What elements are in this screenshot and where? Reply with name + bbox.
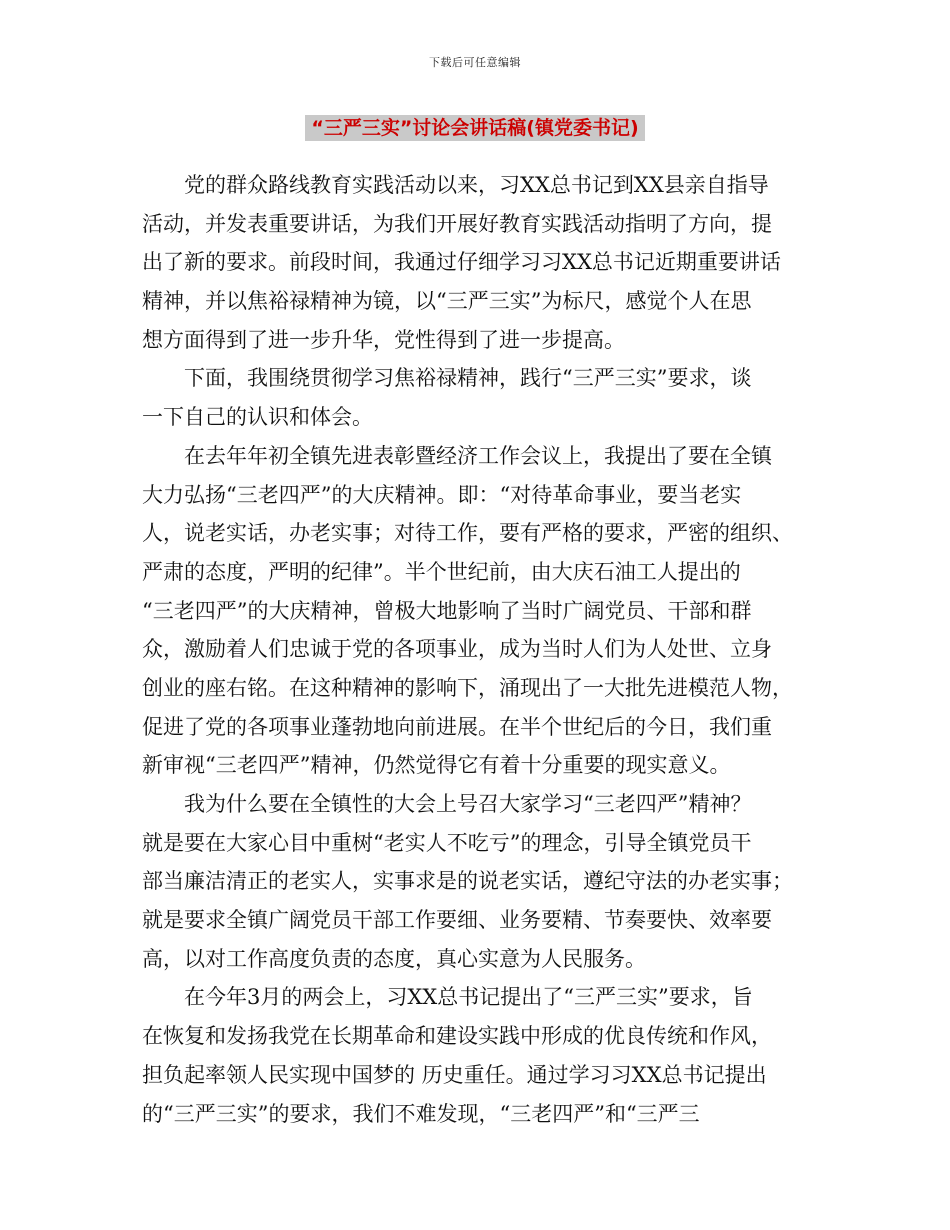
body-line: 在恢复和发扬我党在长期革命和建设实践中形成的优良传统和作风， bbox=[142, 1024, 772, 1049]
body-line: 就是要求全镇广阔党员干部工作要细、业务要精、节奏要快、效率要 bbox=[142, 908, 772, 933]
body-line: 严肃的态度，严明的纪律”。半个世纪前，由大庆石油工人提出的 bbox=[142, 559, 741, 584]
document-body bbox=[142, 166, 802, 1133]
page-header-note: 下载后可任意编辑 bbox=[429, 56, 521, 69]
body-line: 的“三严三实”的要求，我们不难发现，“三老四严”和“三严三 bbox=[142, 1101, 700, 1126]
body-line: 部当廉洁清正的老实人，实事求是的说老实话，遵纪守法的办老实事； bbox=[142, 869, 793, 894]
body-line: “三老四严”的大庆精神，曾极大地影响了当时广阔党员、干部和群 bbox=[142, 598, 752, 623]
body-line: 众，激励着人们忠诚于党的各项事业，成为当时人们为人处世、立身 bbox=[142, 637, 772, 662]
body-line: 新审视“三老四严”精神，仍然觉得它有着十分重要的现实意义。 bbox=[142, 753, 731, 778]
body-line: 高，以对工作高度负责的态度，真心实意为人民服务。 bbox=[142, 946, 646, 971]
document-title: “三严三实”讨论会讲话稿(镇党委书记) bbox=[305, 115, 644, 141]
body-line: 促进了党的各项事业蓬勃地向前进展。在半个世纪后的今日，我们重 bbox=[142, 714, 772, 739]
body-line: 出了新的要求。前段时间，我通过仔细学习习XX总书记近期重要讲话 bbox=[142, 250, 781, 275]
body-line: 就是要在大家心目中重树“老实人不吃亏”的理念，引导全镇党员干 bbox=[142, 830, 752, 855]
body-line: 想方面得到了进一步升华，党性得到了进一步提高。 bbox=[142, 327, 625, 352]
body-line: 活动，并发表重要讲话，为我们开展好教育实践活动指明了方向，提 bbox=[142, 211, 772, 236]
body-line: 一下自己的认识和体会。 bbox=[142, 405, 373, 430]
body-line: 在去年年初全镇先进表彰暨经济工作会议上，我提出了要在全镇 bbox=[142, 443, 772, 468]
body-line: 大力弘扬“三老四严”的大庆精神。即：“对待革命事业，要当老实 bbox=[142, 482, 742, 507]
body-line: 在今年3月的两会上，习XX总书记提出了“三严三实”要求，旨 bbox=[142, 985, 753, 1010]
body-line: 创业的座右铭。在这种精神的影响下，涌现出了一大批先进模范人物， bbox=[142, 675, 793, 700]
body-line: 党的群众路线教育实践活动以来，习XX总书记到XX县亲自指导 bbox=[142, 173, 769, 197]
body-line: 精神，并以焦裕禄精神为镜，以“三严三实”为标尺，感觉个人在思 bbox=[142, 289, 752, 314]
body-line: 担负起率领人民实现中国梦的 历史重任。通过学习习XX总书记提出 bbox=[142, 1062, 767, 1087]
title-container bbox=[0, 115, 950, 141]
body-line: 下面，我围绕贯彻学习焦裕禄精神，践行“三严三实”要求，谈 bbox=[142, 366, 752, 391]
body-line: 人，说老实话，办老实事；对待工作，要有严格的要求，严密的组织、 bbox=[142, 521, 793, 546]
body-line: 我为什么要在全镇性的大会上号召大家学习“三老四严”精神？ bbox=[142, 792, 752, 816]
